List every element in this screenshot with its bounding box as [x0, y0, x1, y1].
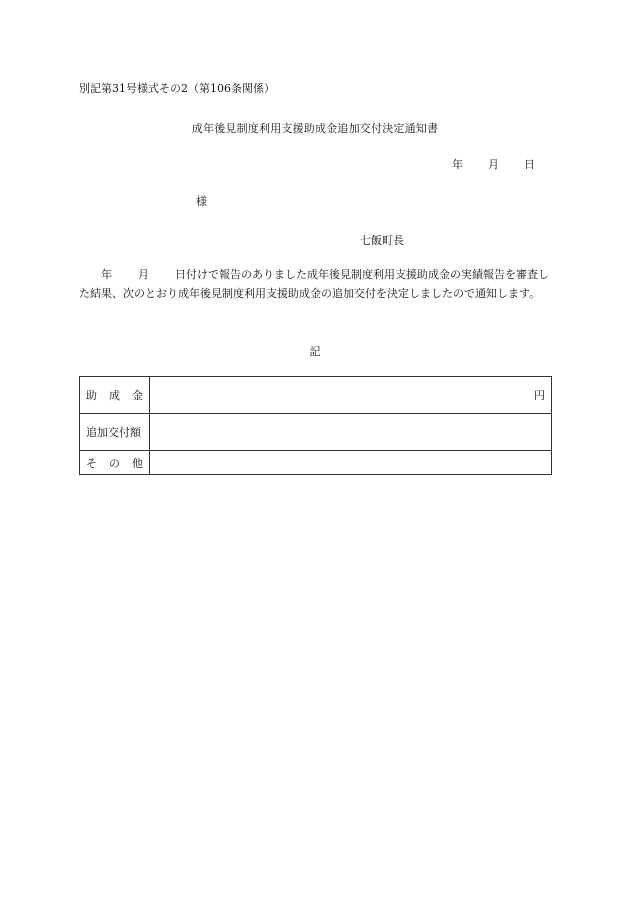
table-row — [80, 377, 552, 414]
other-label: そ の 他 — [80, 451, 150, 475]
addressee-honorific: 様 — [196, 195, 207, 208]
ki-heading: 記 — [309, 345, 321, 358]
notice-body — [79, 266, 557, 303]
additional-amount-field[interactable] — [150, 414, 552, 451]
issuer-name: 七飯町長 — [360, 234, 404, 247]
body-year: 年 — [101, 268, 112, 281]
body-month: 月 — [138, 268, 149, 281]
grant-amount-field[interactable] — [150, 377, 552, 414]
body-text: 日付けで報告のありました成年後見制度利用支援助成金の実績報告を審査した結果、次のとおり成年後見制度利用支援助成金の追加交付を決定しましたので通知します。 — [79, 268, 549, 300]
grant-label: 助 成 金 — [80, 377, 150, 414]
additional-amount-label: 追加交付額 — [80, 414, 150, 451]
document-title: 成年後見制度利用支援助成金追加交付決定通知書 — [191, 122, 439, 135]
other-field[interactable] — [150, 451, 552, 475]
form-reference: 別記第31号様式その2（第106条関係） — [79, 82, 275, 95]
date-day: 日 — [524, 158, 535, 171]
date-year: 年 — [452, 158, 463, 171]
grant-details-table — [79, 376, 552, 475]
table-row — [80, 414, 552, 451]
yen-unit: 円 — [534, 389, 545, 402]
table-row — [80, 451, 552, 475]
date-month: 月 — [488, 158, 499, 171]
